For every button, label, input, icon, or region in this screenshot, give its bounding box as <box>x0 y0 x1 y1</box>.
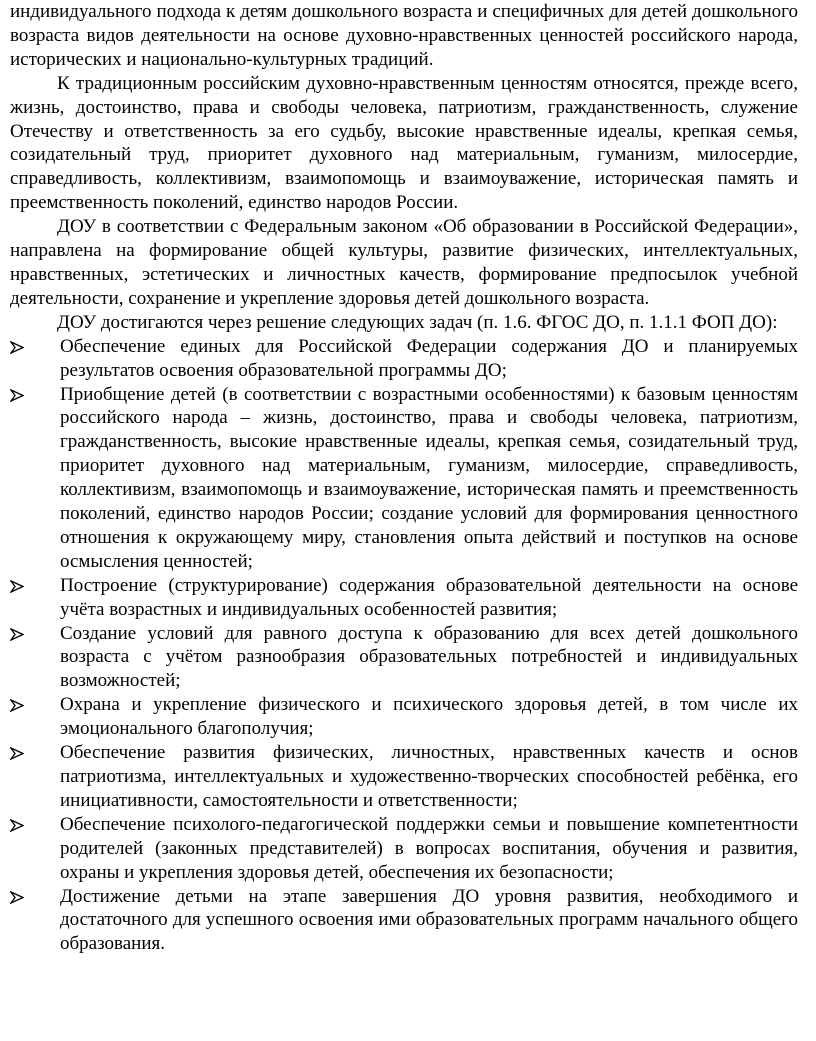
list-item <box>10 335 798 383</box>
paragraph-continuation: индивидуального подхода к детям дошкольного возраста и специфичных для детей дошкольного возраста видов деятельности на основе духовно-нравственных ценностей российского народа, исторических и национально-культурных традиций. <box>10 1 798 70</box>
arrowhead-bullet-icon <box>10 335 26 358</box>
paragraph-traditional-values: К традиционным российским духовно-нравственным ценностям относятся, прежде всего, жизнь, достоинство, права и свободы человека, патриотизм, гражданственность, служение Отечеству и ответственность за его судьбу, высокие нравственные идеалы, крепкая семья, созидательный труд, приоритет духовного над материальным, гуманизм, милосердие, справедливость, коллективизм, взаимопомощь и взаимоуважение, историческая память и преемственность поколений, единство народов России. <box>10 72 798 214</box>
list-item-text: Обеспечение единых для Российской Федерации содержания ДО и планируемых результатов освоения образовательной программы ДО; <box>60 335 798 381</box>
arrowhead-bullet-icon <box>10 813 26 836</box>
list-item <box>10 741 798 813</box>
list-item-text: Достижение детьми на этапе завершения ДО уровня развития, необходимого и достаточного для успешного освоения ими образовательных программ начального общего образования. <box>60 885 798 955</box>
arrowhead-bullet-icon <box>10 885 26 908</box>
list-item-text: Охрана и укрепление физического и психического здоровья детей, в том числе их эмоционального благополучия; <box>60 694 798 740</box>
list-item <box>10 622 798 694</box>
paragraph-dou-law: ДОУ в соответствии с Федеральным законом «Об образовании в Российской Федерации», направлена на формирование общей культуры, развитие физических, интеллектуальных, нравственных, эстетических и личностных качеств, формирование предпосылок учебной деятельности, сохранение и укрепление здоровья детей дошкольного возраста. <box>10 216 798 309</box>
list-item <box>10 693 798 741</box>
task-list <box>10 335 798 957</box>
list-item-text: Обеспечение развития физических, личностных, нравственных качеств и основ патриотизма, интеллектуальных и художественно-творческих способностей ребёнка, его инициативности, самостоятельности и ответственности; <box>60 742 798 811</box>
arrowhead-bullet-icon <box>10 693 26 716</box>
paragraph-tasks-intro: ДОУ достигаются через решение следующих задач (п. 1.6. ФГОС ДО, п. 1.1.1 ФОП ДО): <box>57 311 778 333</box>
list-item-text: Создание условий для равного доступа к образованию для всех детей дошкольного возраста с учётом разнообразия образовательных потребностей и индивидуальных возможностей; <box>60 622 798 692</box>
list-item <box>10 813 798 885</box>
list-item-text: Обеспечение психолого-педагогической поддержки семьи и повышение компетентности родителей (законных представителей) в вопросах воспитания, обучения и развития, охраны и укрепления здоровья детей, обеспечения их безопасности; <box>60 813 798 883</box>
list-item-text: Построение (структурирование) содержания образовательной деятельности на основе учёта возрастных и индивидуальных особенностей развития; <box>60 574 798 620</box>
document-page <box>10 0 798 956</box>
list-item <box>10 885 798 957</box>
arrowhead-bullet-icon <box>10 622 26 645</box>
list-item-text: Приобщение детей (в соответствии с возрастными особенностями) к базовым ценностям российского народа – жизнь, достоинство, права и свободы человека, патриотизм, гражданственность, высокие нравственные идеалы, крепкая семья, созидательный труд, приоритет духовного над материальным, гуманизм, милосердие, справедливость, коллективизм, взаимопомощь и взаимоуважение, историческая память и преемственность поколений, единство народов России; создание условий для формирования ценностного отношения к окружающему миру, становления опыта действий и поступков на основе осмысления ценностей; <box>60 383 798 572</box>
arrowhead-bullet-icon <box>10 741 26 764</box>
list-item <box>10 574 798 622</box>
arrowhead-bullet-icon <box>10 574 26 597</box>
arrowhead-bullet-icon <box>10 383 26 406</box>
list-item <box>10 383 798 574</box>
